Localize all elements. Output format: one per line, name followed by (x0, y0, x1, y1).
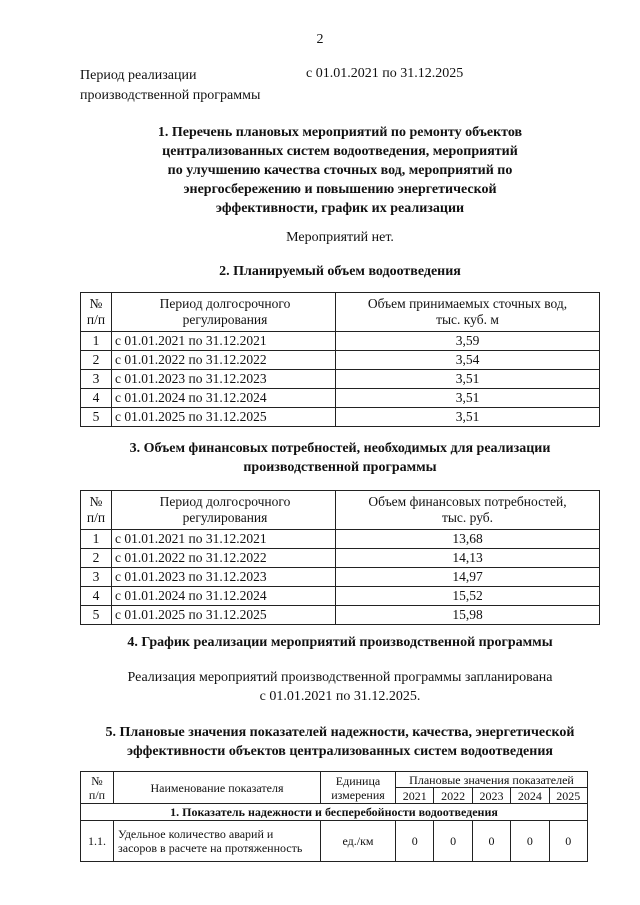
header-period (112, 293, 336, 332)
row-num: 2 (81, 549, 112, 568)
row-value: 14,97 (336, 568, 600, 587)
row-value: 15,98 (336, 606, 600, 625)
row-num: 4 (81, 389, 112, 408)
row-num: 3 (81, 370, 112, 389)
row-num: 2 (81, 351, 112, 370)
header-year: 2021 (396, 788, 434, 804)
section1-title (60, 123, 620, 218)
table-section-row (81, 804, 588, 821)
section1-title-line: 1. Перечень плановых мероприятий по ремонту объектов (157, 125, 523, 140)
header-unit-line2: измерения (331, 787, 385, 802)
table-header-row (81, 293, 600, 332)
header-period-line1: Период долгосрочного (159, 296, 291, 311)
row-value: 3,54 (336, 351, 600, 370)
table-row (81, 332, 600, 351)
header-num-line1: № (91, 773, 103, 788)
row-name (114, 821, 321, 862)
row-period: с 01.01.2022 по 31.12.2022 (112, 351, 336, 370)
row-num: 3 (81, 568, 112, 587)
page-number: 2 (316, 32, 324, 47)
row-unit: ед./км (321, 821, 396, 862)
header-period-line2: регулирования (182, 312, 268, 327)
row-name-line1: Удельное количество аварий и (118, 827, 274, 841)
header-value-line2: тыс. куб. м (436, 312, 499, 327)
header-num (81, 491, 112, 530)
row-period: с 01.01.2023 по 31.12.2023 (112, 370, 336, 389)
header-num (81, 772, 114, 804)
header-value (336, 491, 600, 530)
header-year: 2024 (511, 788, 549, 804)
header-period (112, 491, 336, 530)
section4-title: 4. График реализации мероприятий производственной программы (127, 635, 553, 650)
header-unit (321, 772, 396, 804)
period-value: с 01.01.2021 по 31.12.2025 (306, 66, 464, 81)
row-name-line2: засоров в расчете на протяженность (118, 841, 303, 855)
header-value-line1: Объем финансовых потребностей, (368, 494, 567, 509)
header-planned: Плановые значения показателей (396, 772, 588, 788)
period-label-line2: производственной программы (80, 88, 261, 103)
row-value: 3,51 (336, 408, 600, 427)
header-value-line2: тыс. руб. (441, 510, 494, 525)
row-num: 4 (81, 587, 112, 606)
header-period-line1: Период долгосрочного (159, 494, 291, 509)
table-row (81, 389, 600, 408)
row-period: с 01.01.2021 по 31.12.2021 (112, 332, 336, 351)
indicators-table (80, 771, 588, 862)
section1-title-line: энергосбережению и повышению энергетической (183, 182, 497, 197)
header-num (81, 293, 112, 332)
finance-table (80, 490, 600, 625)
section1-title-line: эффективности, график их реализации (215, 201, 465, 216)
section1-title-line: централизованных систем водоотведения, мероприятий (162, 144, 518, 159)
section5-title-line2: эффективности объектов централизованных систем водоотведения (127, 744, 553, 759)
period-label (80, 66, 260, 106)
header-num-line2: п/п (86, 510, 106, 525)
section5-title-line1: 5. Плановые значения показателей надежности, качества, энергетической (105, 725, 575, 740)
table-header-row (81, 772, 588, 788)
row-num: 1 (81, 530, 112, 549)
period-label-line1: Период реализации (80, 68, 197, 83)
table-header-row (81, 491, 600, 530)
header-name: Наименование показателя (114, 772, 321, 804)
row-period: с 01.01.2022 по 31.12.2022 (112, 549, 336, 568)
table-row (81, 549, 600, 568)
header-num-line1: № (89, 494, 103, 509)
header-year: 2022 (434, 788, 472, 804)
row-value: 15,52 (336, 587, 600, 606)
section4-text-line1: Реализация мероприятий производственной программы запланирована (127, 670, 553, 685)
section1-note: Мероприятий нет. (286, 230, 394, 245)
row-value: 3,59 (336, 332, 600, 351)
section3-title-line2: производственной программы (243, 460, 437, 475)
row-period: с 01.01.2025 по 31.12.2025 (112, 606, 336, 625)
table-row (81, 587, 600, 606)
header-num-line2: п/п (86, 312, 106, 327)
header-year: 2023 (472, 788, 510, 804)
row-num: 1 (81, 332, 112, 351)
row-value: 14,13 (336, 549, 600, 568)
row-num: 5 (81, 408, 112, 427)
header-value (336, 293, 600, 332)
row-num: 1.1. (81, 821, 114, 862)
section4-text (60, 668, 620, 706)
section1-title-line: по улучшению качества сточных вод, мероприятий по (167, 163, 513, 178)
row-value: 0 (396, 821, 434, 862)
header-value-line1: Объем принимаемых сточных вод, (367, 296, 568, 311)
row-value: 0 (549, 821, 587, 862)
section5-title (60, 723, 620, 761)
header-period-line2: регулирования (182, 510, 268, 525)
subsection-title: 1. Показатель надежности и бесперебойности водоотведения (81, 804, 588, 821)
row-period: с 01.01.2024 по 31.12.2024 (112, 587, 336, 606)
header-num-line2: п/п (88, 787, 106, 802)
table-row (81, 568, 600, 587)
table-row (81, 370, 600, 389)
volume-table (80, 292, 600, 427)
table-row (81, 821, 588, 862)
row-period: с 01.01.2024 по 31.12.2024 (112, 389, 336, 408)
row-value: 0 (472, 821, 510, 862)
row-value: 0 (434, 821, 472, 862)
row-value: 13,68 (336, 530, 600, 549)
row-value: 3,51 (336, 389, 600, 408)
header-unit-line1: Единица (335, 773, 381, 788)
header-year: 2025 (549, 788, 587, 804)
row-period: с 01.01.2023 по 31.12.2023 (112, 568, 336, 587)
table-row (81, 530, 600, 549)
row-period: с 01.01.2025 по 31.12.2025 (112, 408, 336, 427)
row-num: 5 (81, 606, 112, 625)
row-value: 3,51 (336, 370, 600, 389)
row-value: 0 (511, 821, 549, 862)
row-period: с 01.01.2021 по 31.12.2021 (112, 530, 336, 549)
section4-text-line2: с 01.01.2021 по 31.12.2025. (259, 689, 421, 704)
table-row (81, 606, 600, 625)
section2-title: 2. Планируемый объем водоотведения (219, 264, 461, 279)
section3-title (60, 439, 620, 477)
table-row (81, 351, 600, 370)
section3-title-line1: 3. Объем финансовых потребностей, необходимых для реализации (129, 441, 551, 456)
header-num-line1: № (89, 296, 103, 311)
table-row (81, 408, 600, 427)
